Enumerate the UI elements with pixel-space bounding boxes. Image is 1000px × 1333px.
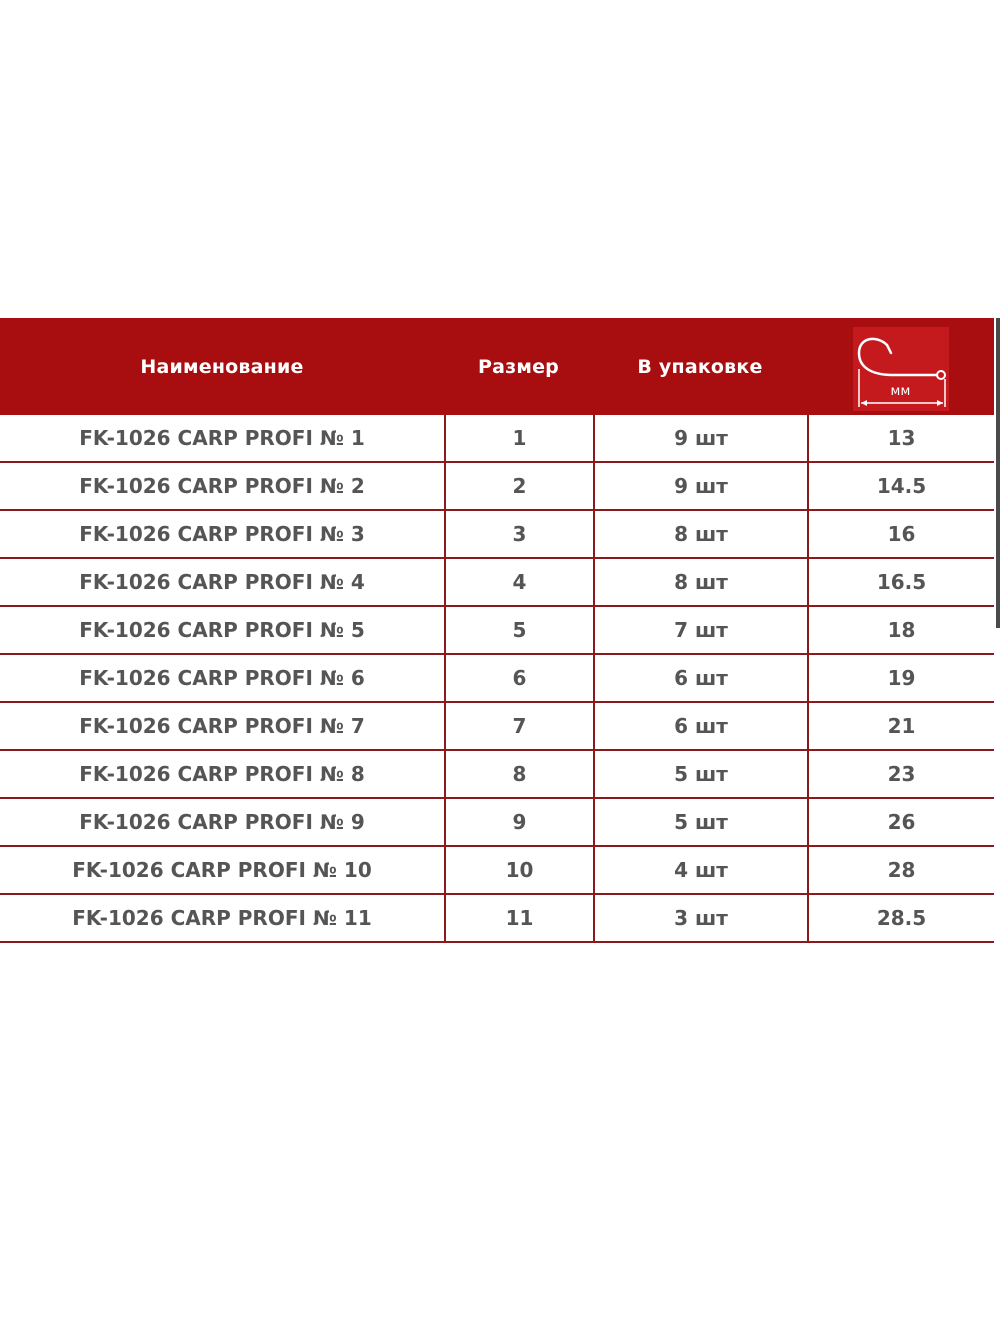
table-row	[0, 415, 994, 463]
cell-pack: 9 шт	[593, 415, 807, 461]
cell-mm: 23	[807, 751, 994, 797]
cell-mm: 28	[807, 847, 994, 893]
cell-pack: 5 шт	[593, 799, 807, 845]
cell-name: FK-1026 CARP PROFI № 1	[79, 426, 365, 450]
cell-size: 8	[444, 751, 593, 797]
cell-mm: 14.5	[807, 463, 994, 509]
cell-size: 3	[444, 511, 593, 557]
cell-size: 10	[444, 847, 593, 893]
cell-pack: 5 шт	[593, 751, 807, 797]
header-name: Наименование	[140, 355, 304, 378]
cell-name: FK-1026 CARP PROFI № 8	[79, 762, 365, 786]
table-row	[0, 559, 994, 607]
table-row	[0, 895, 994, 943]
cell-pack: 8 шт	[593, 511, 807, 557]
cell-name: FK-1026 CARP PROFI № 9	[79, 810, 365, 834]
header-mm	[807, 318, 994, 415]
cell-name: FK-1026 CARP PROFI № 6	[79, 666, 365, 690]
cell-pack: 3 шт	[593, 895, 807, 941]
header-pack: В упаковке	[637, 355, 763, 378]
right-edge-bar	[996, 318, 1000, 628]
table-row	[0, 703, 994, 751]
table-header	[0, 318, 994, 415]
cell-mm: 13	[807, 415, 994, 461]
cell-mm: 19	[807, 655, 994, 701]
cell-size: 9	[444, 799, 593, 845]
cell-size: 1	[444, 415, 593, 461]
mm-unit-label: мм	[890, 383, 911, 399]
table-row	[0, 607, 994, 655]
cell-name: FK-1026 CARP PROFI № 7	[79, 714, 365, 738]
cell-mm: 18	[807, 607, 994, 653]
cell-size: 5	[444, 607, 593, 653]
cell-pack: 6 шт	[593, 703, 807, 749]
cell-name: FK-1026 CARP PROFI № 10	[72, 858, 372, 882]
cell-name: FK-1026 CARP PROFI № 2	[79, 474, 365, 498]
cell-pack: 7 шт	[593, 607, 807, 653]
hooks-size-table	[0, 318, 994, 943]
table-row	[0, 847, 994, 895]
cell-size: 4	[444, 559, 593, 605]
table-body	[0, 415, 994, 943]
cell-mm: 28.5	[807, 895, 994, 941]
cell-name: FK-1026 CARP PROFI № 5	[79, 618, 365, 642]
cell-size: 2	[444, 463, 593, 509]
cell-pack: 9 шт	[593, 463, 807, 509]
cell-name: FK-1026 CARP PROFI № 3	[79, 522, 365, 546]
cell-pack: 4 шт	[593, 847, 807, 893]
table-row	[0, 799, 994, 847]
table-row	[0, 751, 994, 799]
cell-size: 6	[444, 655, 593, 701]
cell-mm: 21	[807, 703, 994, 749]
cell-name: FK-1026 CARP PROFI № 4	[79, 570, 365, 594]
cell-mm: 16.5	[807, 559, 994, 605]
cell-mm: 16	[807, 511, 994, 557]
cell-name: FK-1026 CARP PROFI № 11	[72, 906, 372, 930]
table-row	[0, 463, 994, 511]
table-row	[0, 511, 994, 559]
cell-size: 7	[444, 703, 593, 749]
table-row	[0, 655, 994, 703]
cell-mm: 26	[807, 799, 994, 845]
hook-size-icon	[853, 327, 949, 411]
header-size: Размер	[477, 355, 559, 378]
cell-size: 11	[444, 895, 593, 941]
cell-pack: 6 шт	[593, 655, 807, 701]
cell-pack: 8 шт	[593, 559, 807, 605]
